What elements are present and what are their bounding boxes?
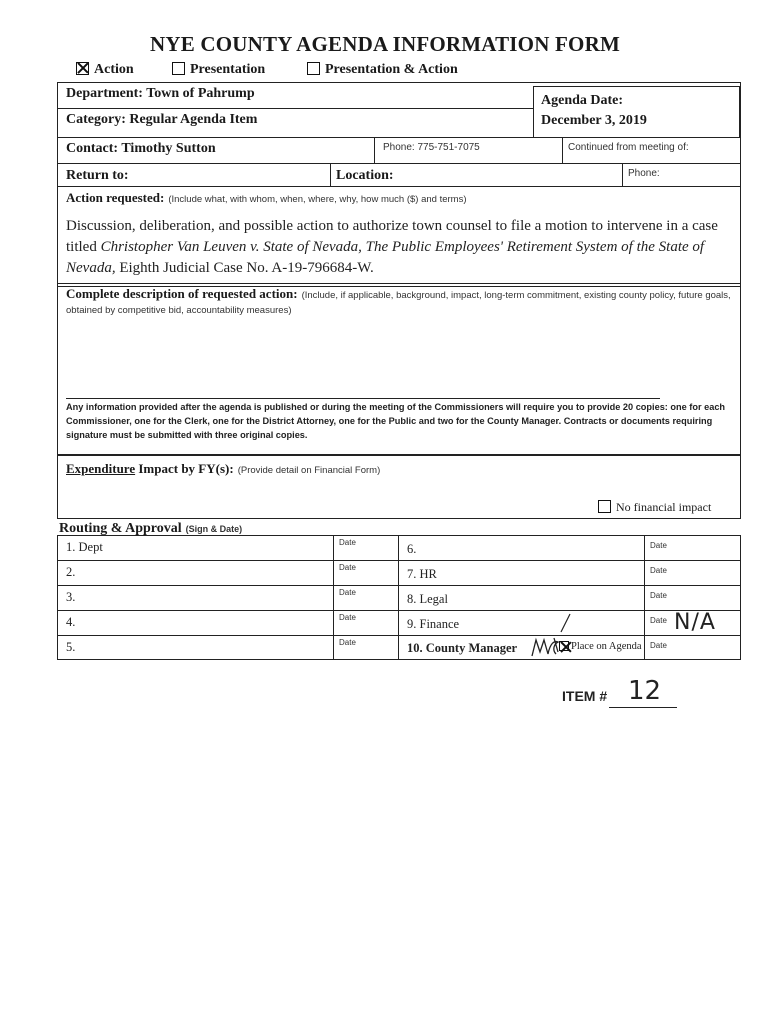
- date-label: Date: [650, 591, 667, 600]
- action-requested-header: Action requested: (Include what, with whom, when, where, why, how much ($) and terms): [66, 190, 467, 205]
- date-label: Date: [650, 541, 667, 550]
- item-number: 12: [628, 676, 662, 706]
- description-header: Complete description of requested action: (Include, if applicable, background, impact, long-term commitment, existing county policy, future goals, obtained by competitive bid, accountability measures): [66, 286, 731, 316]
- no-financial-impact[interactable]: No financial impact: [598, 500, 711, 515]
- routing-row: 4.: [66, 615, 76, 629]
- date-label: Date: [650, 641, 667, 650]
- routing-row: 5.: [66, 640, 76, 654]
- agenda-date-value: December 3, 2019: [541, 113, 647, 128]
- option-action[interactable]: Action: [76, 62, 134, 78]
- item-label: ITEM #: [562, 688, 608, 704]
- routing-row: 3.: [66, 590, 76, 604]
- date-label: Date: [339, 563, 356, 572]
- agenda-date-label: Agenda Date:: [541, 93, 624, 108]
- checked-checkbox-icon[interactable]: [76, 62, 89, 75]
- continued-from: Continued from meeting of:: [568, 142, 689, 153]
- routing-row: 6.: [407, 542, 417, 556]
- routing-row: 1. Dept: [66, 540, 103, 554]
- expenditure-header: Expenditure Impact by FY(s): (Provide detail on Financial Form): [66, 461, 381, 476]
- checkbox-icon[interactable]: [172, 62, 185, 75]
- finance-date-handwritten: N/A: [674, 610, 716, 635]
- date-label: Date: [339, 638, 356, 647]
- notice: Any information provided after the agenda is published or during the meeting of the Commissioners will require you to provide 20 copies: one for each Commissioner, one for the Clerk, one for the District Attorney, one for the Public and two for the County Manager. Contracts or documents requiring signature must be submitted with three original copies.: [66, 402, 726, 440]
- department: Department: Town of Pahrump: [66, 86, 255, 101]
- contact-phone: Phone: 775-751-7075: [383, 142, 480, 153]
- category: Category: Regular Agenda Item: [66, 112, 258, 127]
- routing-row: 2.: [66, 565, 76, 579]
- routing-row: 10. County Manager: [407, 641, 518, 655]
- date-label: Date: [650, 616, 667, 625]
- location: Location:: [336, 168, 394, 183]
- checkbox-icon[interactable]: [598, 500, 611, 513]
- return-to: Return to:: [66, 168, 129, 183]
- routing-row: 8. Legal: [407, 592, 448, 606]
- action-requested-text: Discussion, deliberation, and possible action to authorize town counsel to file a motion to intervene in a case titled Christopher Van Leuven v. State of Nevada, The Public Employees' Retirement System of the State of Nevada, Eighth Judicial Case No. A-19-796684-W.: [66, 218, 718, 276]
- routing-row: 9. Finance: [407, 617, 460, 631]
- form-title: NYE COUNTY AGENDA INFORMATION FORM: [150, 32, 620, 56]
- checked-checkbox-icon[interactable]: [559, 641, 569, 651]
- place-on-agenda[interactable]: Place on Agenda: [559, 641, 642, 652]
- option-presentation[interactable]: Presentation: [172, 62, 265, 78]
- date-label: Date: [339, 613, 356, 622]
- routing-row: 7. HR: [407, 567, 437, 581]
- phone-2: Phone:: [628, 168, 660, 179]
- contact: Contact: Timothy Sutton: [66, 141, 216, 156]
- date-label: Date: [339, 588, 356, 597]
- checkbox-icon[interactable]: [307, 62, 320, 75]
- date-label: Date: [650, 566, 667, 575]
- option-presentation-action[interactable]: Presentation & Action: [307, 62, 458, 78]
- routing-header: Routing & Approval (Sign & Date): [59, 521, 243, 536]
- date-label: Date: [339, 538, 356, 547]
- signature-mark: [555, 612, 575, 634]
